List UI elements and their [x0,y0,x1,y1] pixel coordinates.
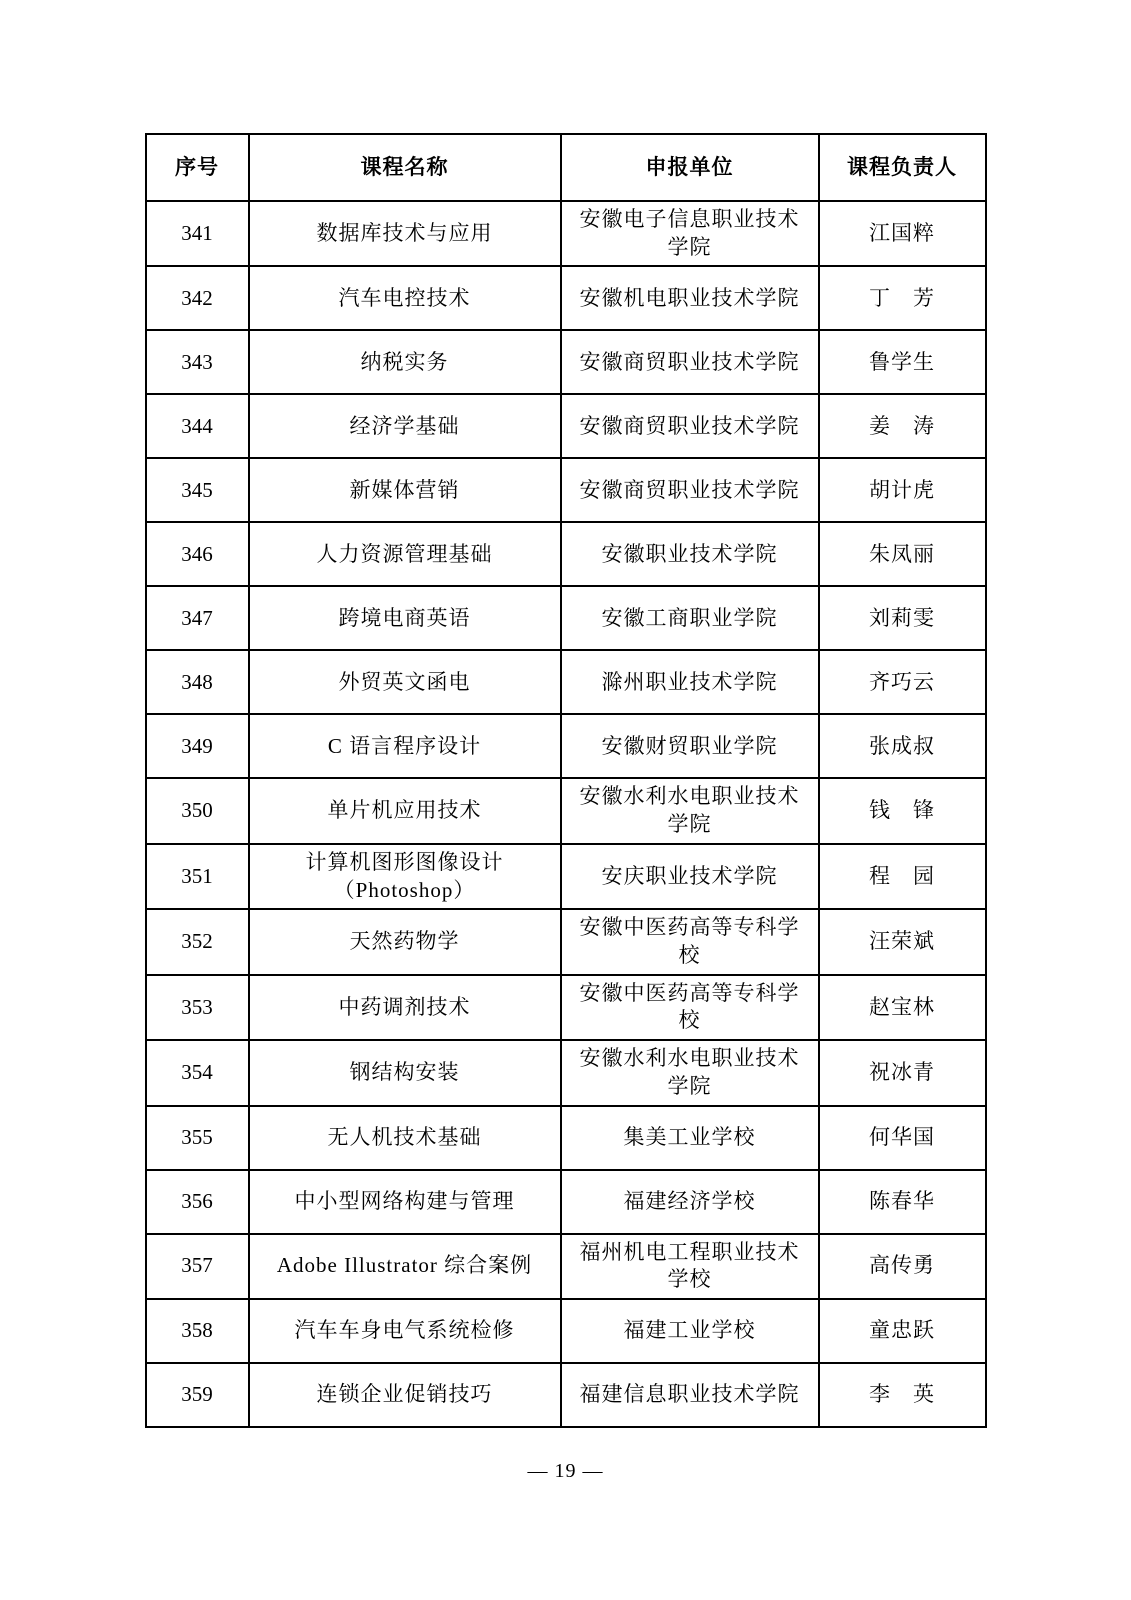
page-number: — 19 — [527,1460,604,1483]
cell-leader: 李 英 [819,1363,986,1427]
table-row [146,330,986,394]
cell-no: 353 [146,975,249,1040]
cell-leader: 程 园 [819,844,986,909]
cell-course: C 语言程序设计 [249,714,561,778]
table-row [146,1299,986,1363]
column-header-leader: 课程负责人 [819,134,986,201]
cell-course: Adobe Illustrator 综合案例 [249,1234,561,1299]
cell-course: 纳税实务 [249,330,561,394]
cell-no: 345 [146,458,249,522]
cell-leader: 姜 涛 [819,394,986,458]
cell-leader: 钱 锋 [819,778,986,843]
cell-unit: 安徽财贸职业学院 [561,714,819,778]
cell-no: 351 [146,844,249,909]
cell-no: 357 [146,1234,249,1299]
cell-unit: 福建信息职业技术学院 [561,1363,819,1427]
cell-leader: 张成叔 [819,714,986,778]
cell-no: 346 [146,522,249,586]
column-header-unit: 申报单位 [561,134,819,201]
table-row [146,201,986,266]
table-row [146,650,986,714]
cell-leader: 鲁学生 [819,330,986,394]
cell-course: 汽车电控技术 [249,266,561,330]
course-table [145,133,987,1428]
cell-course: 天然药物学 [249,909,561,974]
cell-course: 计算机图形图像设计（Photoshop） [249,844,561,909]
table-row [146,975,986,1040]
cell-course: 钢结构安装 [249,1040,561,1105]
cell-course: 数据库技术与应用 [249,201,561,266]
cell-leader: 童忠跃 [819,1299,986,1363]
table-row [146,394,986,458]
cell-unit: 安徽工商职业学院 [561,586,819,650]
cell-course: 经济学基础 [249,394,561,458]
cell-no: 349 [146,714,249,778]
cell-leader: 江国粹 [819,201,986,266]
cell-course: 单片机应用技术 [249,778,561,843]
cell-course: 外贸英文函电 [249,650,561,714]
cell-unit: 福建经济学校 [561,1170,819,1234]
cell-unit: 滁州职业技术学院 [561,650,819,714]
cell-unit: 安徽职业技术学院 [561,522,819,586]
cell-unit: 安徽电子信息职业技术学院 [561,201,819,266]
cell-leader: 丁 芳 [819,266,986,330]
cell-course: 连锁企业促销技巧 [249,1363,561,1427]
cell-course: 人力资源管理基础 [249,522,561,586]
cell-unit: 集美工业学校 [561,1106,819,1170]
cell-course: 汽车车身电气系统检修 [249,1299,561,1363]
table-row [146,909,986,974]
cell-no: 344 [146,394,249,458]
cell-leader: 胡计虎 [819,458,986,522]
cell-unit: 安徽中医药高等专科学校 [561,975,819,1040]
cell-leader: 祝冰青 [819,1040,986,1105]
cell-unit: 福建工业学校 [561,1299,819,1363]
cell-course: 新媒体营销 [249,458,561,522]
cell-leader: 齐巧云 [819,650,986,714]
cell-no: 356 [146,1170,249,1234]
cell-leader: 陈春华 [819,1170,986,1234]
cell-unit: 安徽商贸职业技术学院 [561,458,819,522]
cell-leader: 高传勇 [819,1234,986,1299]
table-body [146,201,986,1427]
table-row [146,714,986,778]
cell-no: 347 [146,586,249,650]
cell-leader: 刘莉雯 [819,586,986,650]
cell-no: 355 [146,1106,249,1170]
cell-unit: 安徽水利水电职业技术学院 [561,778,819,843]
table-row [146,522,986,586]
cell-no: 341 [146,201,249,266]
table-row [146,266,986,330]
table-row [146,1363,986,1427]
cell-no: 343 [146,330,249,394]
table-header-row [146,134,986,201]
cell-unit: 福州机电工程职业技术学校 [561,1234,819,1299]
cell-no: 342 [146,266,249,330]
table-row [146,778,986,843]
table-row [146,1170,986,1234]
cell-no: 358 [146,1299,249,1363]
cell-leader: 汪荣斌 [819,909,986,974]
cell-unit: 安徽水利水电职业技术学院 [561,1040,819,1105]
cell-leader: 何华国 [819,1106,986,1170]
cell-course: 无人机技术基础 [249,1106,561,1170]
cell-leader: 朱凤丽 [819,522,986,586]
table-row [146,586,986,650]
cell-no: 352 [146,909,249,974]
cell-unit: 安徽商贸职业技术学院 [561,330,819,394]
cell-course: 中药调剂技术 [249,975,561,1040]
cell-unit: 安徽机电职业技术学院 [561,266,819,330]
cell-no: 354 [146,1040,249,1105]
cell-course: 跨境电商英语 [249,586,561,650]
column-header-course: 课程名称 [249,134,561,201]
column-header-no: 序号 [146,134,249,201]
cell-unit: 安徽中医药高等专科学校 [561,909,819,974]
cell-unit: 安徽商贸职业技术学院 [561,394,819,458]
table-row [146,458,986,522]
cell-no: 359 [146,1363,249,1427]
table-row [146,1234,986,1299]
table-row [146,844,986,909]
table-row [146,1106,986,1170]
cell-course: 中小型网络构建与管理 [249,1170,561,1234]
cell-leader: 赵宝林 [819,975,986,1040]
table-row [146,1040,986,1105]
cell-no: 350 [146,778,249,843]
cell-unit: 安庆职业技术学院 [561,844,819,909]
cell-no: 348 [146,650,249,714]
